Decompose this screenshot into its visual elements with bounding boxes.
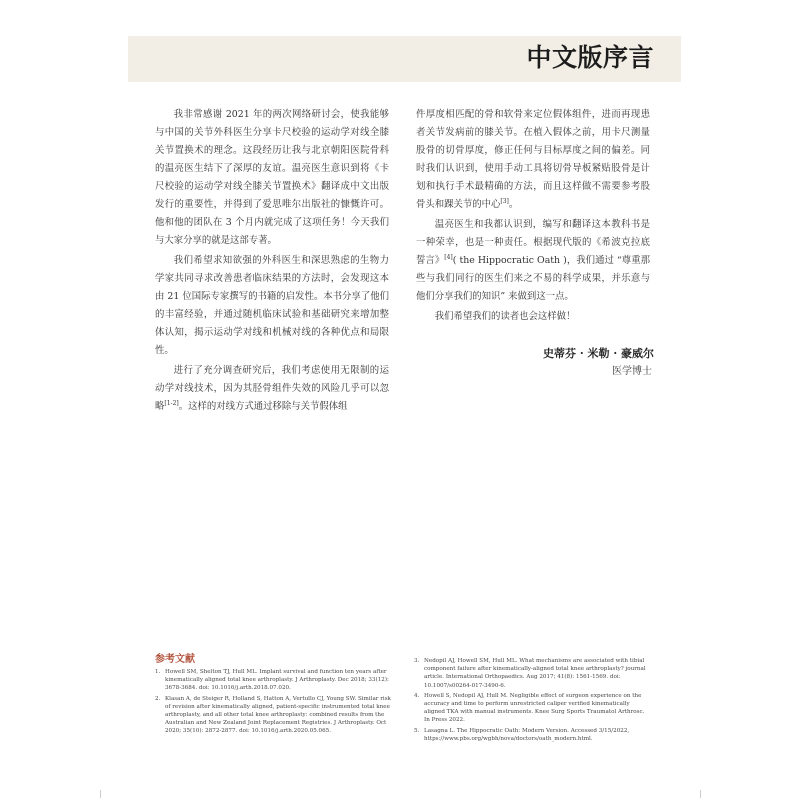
paragraph-text: 件厚度相匹配的骨和软骨来定位假体组件，进而再现患者关节发病前的膝关节。在植入假体之前，用卡尺测量股骨的切骨厚度，修正任何与目标厚度之间的偏差。同时我们认识到，使用手动工具将切骨导板紧贴股骨是计划和执行手术最精确的方法，而且这样做不需要参考股骨头和踝关节的中心 — [416, 109, 650, 210]
crop-mark — [700, 790, 701, 798]
body-paragraph — [416, 216, 650, 306]
body-paragraph — [155, 252, 389, 360]
reference-item — [414, 692, 650, 725]
signature-block — [416, 344, 678, 381]
body-column-right — [416, 106, 650, 328]
paragraph-text: 。这样的对线方式通过移除与关节假体组 — [178, 401, 348, 412]
body-paragraph — [416, 308, 650, 326]
references-list-left — [155, 668, 391, 738]
reference-item — [414, 727, 650, 743]
paragraph-text: 我非常感谢 2021 年的两次网络研讨会，使我能够与中国的关节外科医生分享卡尺校验的运动学对线全膝关节置换术的理念。这段经历让我与北京朝阳医院骨科的温亮医生结下了深厚的友谊。温亮医生意识到将《卡尺校验的运动学对线全膝关节置换术》翻译成中文出版发行的重要性，并得到了爱思唯尔出版社的慷慨许可。他和他的团队在 3 个月内就完成了这项任务！今天我们与大家分享的就是这部专著。 — [155, 109, 389, 246]
reference-number: 5. — [414, 727, 420, 734]
reference-number: 3. — [414, 658, 420, 664]
citation-marker: [1-2] — [164, 399, 179, 407]
reference-item — [155, 668, 391, 693]
author-name: 史蒂芬 · 米勒 · 豪威尔 — [543, 347, 654, 360]
body-paragraph — [155, 362, 389, 416]
reference-item — [155, 695, 391, 736]
body-paragraph — [416, 106, 650, 214]
reference-text: Lasagna L. The Hippocratic Oath: Modern Version. Accessed 3/15/2022, https://www.pbs.org/wgbh/nova/doctors/oath_modern.html. — [424, 727, 630, 742]
page-title: 中文版序言 — [526, 43, 654, 72]
author-title: 医学博士 — [612, 366, 652, 377]
citation-marker: [3] — [500, 197, 509, 205]
paragraph-text: ( the Hippocratic Oath )，我们通过 “尊重那些与我们同行的医生们来之不易的科学成果，并乐意与他们分享我们的知识” 来做到这一点。 — [416, 255, 650, 302]
body-column-left — [155, 106, 389, 418]
reference-item — [414, 657, 650, 690]
body-paragraph — [155, 106, 389, 250]
crop-mark — [100, 790, 101, 798]
paragraph-text: 我们希望求知欲强的外科医生和深思熟虑的生物力学家共同寻求改善患者临床结果的方法时，会发现这本由 21 位国际专家撰写的书籍的启发性。本书分享了他们的丰富经验，并通过随机临床试验和基础研究来增加整体认知，揭示运动学对线和机械对线的各种优点和局限性。 — [155, 255, 389, 356]
paragraph-text: 我们希望我们的读者也会这样做！ — [434, 311, 576, 322]
citation-marker: [4] — [444, 253, 453, 261]
references-heading: 参考文献 — [155, 654, 195, 665]
reference-text: Howell SM, Shelton TJ, Hull ML. Implant survival and function ten years after kinematically aligned total knee arthroplasty. J Arthroplasty. Dec 2018; 33(12): 3678-3684. doi: 10.1016/j.arth.2018.07.020. — [165, 669, 389, 692]
paragraph-text: 。 — [508, 199, 519, 210]
reference-number: 1. — [155, 669, 161, 675]
reference-number: 2. — [155, 695, 161, 702]
reference-number: 4. — [414, 692, 420, 699]
reference-text: Klasan A, de Steiger R, Holland S, Hatton A, Vertullo CJ, Young SW. Similar risk of revision after kinematically aligned, patient-specific instrumented total knee arthroplasty, and all other total knee arthroplasty: combined results from the Australian and New Zealand Joint Replacement Registries. J Arthroplasty. Oct 2020; 35(10): 2872-2877. doi: 10.1016/j.arth.2020.05.065. — [165, 695, 391, 735]
paragraph-text: 进行了充分调查研究后，我们考虑使用无限制的运动学对线技术，因为其胫骨组件失效的风险几乎可以忽略 — [155, 365, 389, 412]
references-list-right — [414, 657, 650, 745]
paragraph-text: 温亮医生和我都认识到，编写和翻译这本教科书是一种荣幸，也是一种责任。根据现代版的《希波克拉底誓言》 — [416, 219, 650, 266]
reference-text: Howell S, Nedopil AJ, Hull M. Negligible effect of surgeon experience on the accuracy and time to perform unrestricted caliper verified kinematically aligned TKA with manual instruments. Knee Surg Sports Traumatol Arthrosc. In Press 2022. — [424, 692, 645, 724]
reference-text: Nedopil AJ, Howell SM, Hull ML. What mechanisms are associated with tibial component failure after kinematically-aligned total knee arthroplasty? journal article. International Orthopaedics. Aug 2017; 41(8): 1561-1569. doi: 10.1007/s00264-017-3490-6. — [424, 658, 646, 689]
